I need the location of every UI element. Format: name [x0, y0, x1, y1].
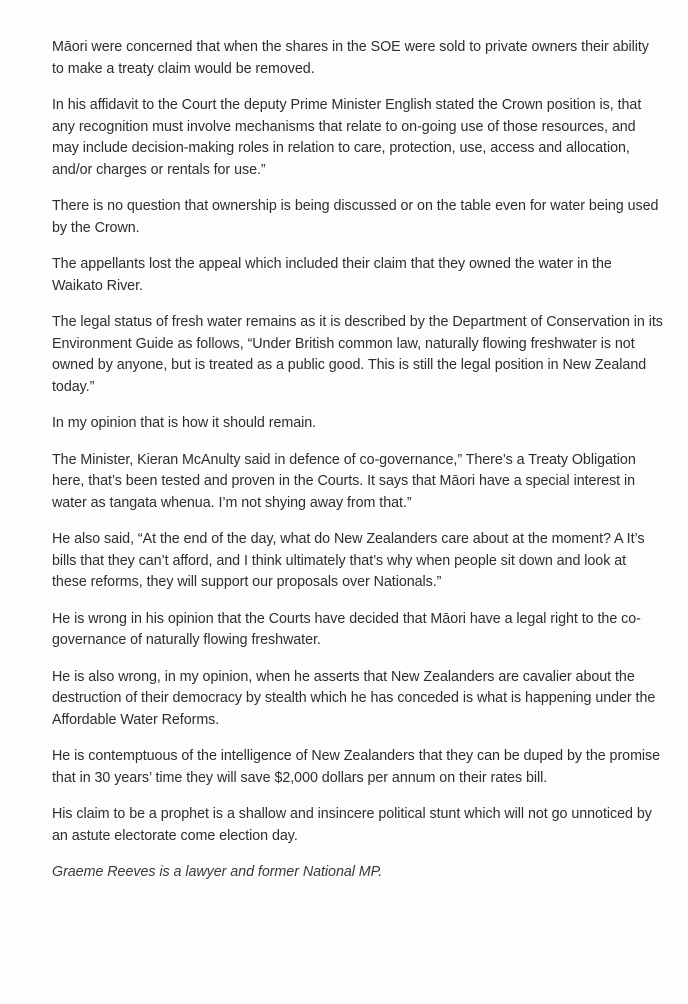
paragraph-1: Māori were concerned that when the shares in the SOE were sold to private owners their ability to make a treaty claim would be removed. [52, 39, 649, 77]
paragraph-6: In my opinion that is how it should remain. [52, 415, 317, 431]
paragraph-3: There is no question that ownership is being discussed or on the table even for water being used by the Crown. [52, 198, 659, 236]
paragraph-8: He also said, “At the end of the day, what do New Zealanders care about at the moment? A It’s bills that they can’t afford, and I think ultimately that’s why when people sit down and look at these reforms, they will support our proposals over Nationals.” [52, 531, 645, 590]
paragraph-5: The legal status of fresh water remains as it is described by the Department of Conservation in its Environment Guide as follows, “Under British common law, naturally flowing freshwater is not owned by anyone, but is treated as a public good. This is still the legal position in New Zealand today.” [52, 314, 663, 395]
paragraph-10: He is also wrong, in my opinion, when he asserts that New Zealanders are cavalier about the destruction of their democracy by stealth which he has conceded is what is happening under the Affordable Water Reforms. [52, 668, 656, 728]
author-byline: Graeme Reeves is a lawyer and former National MP. [52, 864, 383, 880]
paragraph-7: The Minister, Kieran McAnulty said in defence of co-governance,” There’s a Treaty Obligation here, that’s been tested and proven in the Courts. It says that Māori have a special interest in water as tangata whenua. I’m not shying away from that.” [52, 451, 636, 511]
paragraph-4: The appellants lost the appeal which included their claim that they owned the water in the Waikato River. [52, 256, 612, 294]
paragraph-9: He is wrong in his opinion that the Courts have decided that Māori have a legal right to the co-governance of naturally flowing freshwater. [52, 610, 641, 648]
article-body [52, 37, 664, 899]
paragraph-12: His claim to be a prophet is a shallow and insincere political stunt which will not go unnoticed by an astute electorate come election day. [52, 806, 652, 844]
paragraph-11: He is contemptuous of the intelligence of New Zealanders that they can be duped by the promise that in 30 years’ time they will save $2,000 dollars per annum on their rates bill. [52, 748, 661, 786]
paragraph-2: In his affidavit to the Court the deputy Prime Minister English stated the Crown position is, that any recognition must involve mechanisms that relate to on-going use of those resources, and may include decision-making roles in relation to care, protection, use, access and allocation, and/or charges or rentals for use.” [52, 97, 642, 178]
